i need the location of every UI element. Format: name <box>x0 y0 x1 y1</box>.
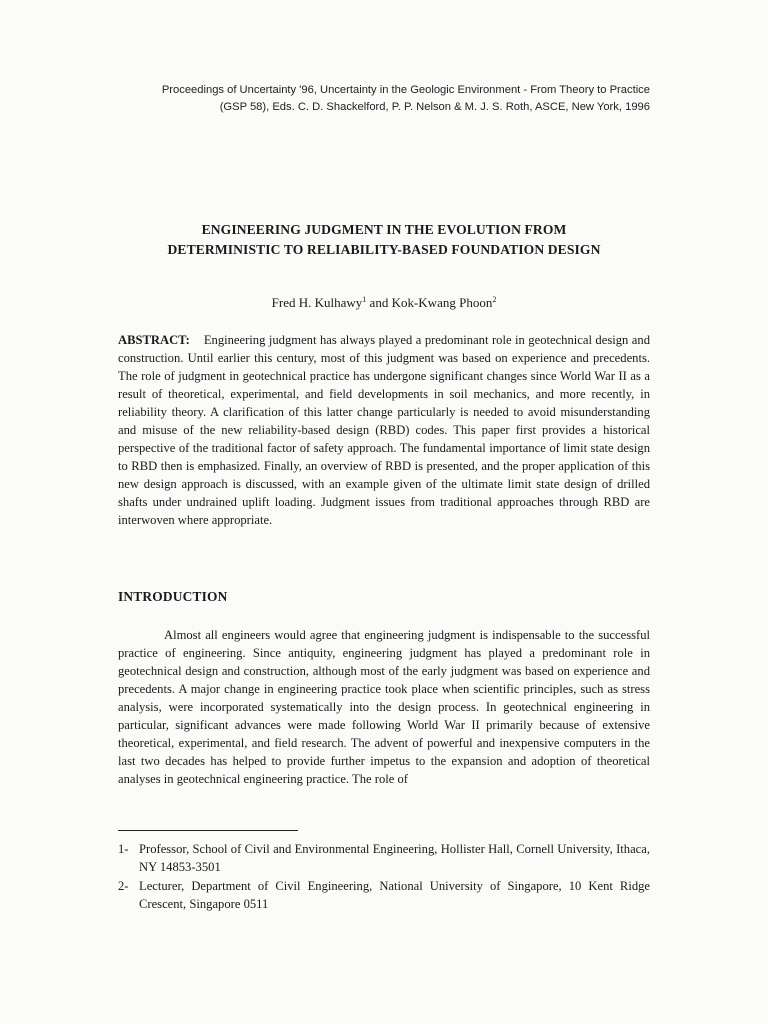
footnote-2 <box>118 877 650 913</box>
paper-title <box>118 220 650 260</box>
title-line-2: DETERMINISTIC TO RELIABILITY-BASED FOUNDATION DESIGN <box>167 242 601 257</box>
footnotes <box>118 840 650 914</box>
abstract-label: ABSTRACT: <box>118 333 190 347</box>
proceedings-line-2: (GSP 58), Eds. C. D. Shackelford, P. P. Nelson & M. J. S. Roth, ASCE, New York, 1996 <box>219 101 650 113</box>
abstract-text: Engineering judgment has always played a predominant role in geotechnical design and construction. Until earlier this century, most of this judgment was based on experience and precedents. The role of judgment in geotechnical practice has undergone significant changes since World War II as a result of theoretical, experimental, and field developments in soil mechanics, and more recently, in reliability theory. A clarification of this latter change particularly is needed to avoid misunderstanding and misuse of the new reliability-based design (RBD) codes. This paper first provides a historical perspective of the traditional factor of safety approach. The fundamental importance of limit state design to RBD then is emphasized. Finally, an overview of RBD is presented, and the proper application of this new design approach is discussed, with an example given of the ultimate limit state design of drilled shafts under undrained uplift loading. Judgment issues from traditional approaches through RBD are interwoven where appropriate. <box>118 333 650 527</box>
footnote-1 <box>118 840 650 876</box>
footnote-1-mark: 1- <box>118 842 129 856</box>
introduction-paragraph: Almost all engineers would agree that engineering judgment is indispensable to the successful practice of engineering. Since antiquity, engineering judgment has played a predominant role in geotechnical design and construction, although most of the early judgment was based on experience and precedents. A major change in engineering practice took place when scientific principles, such as stress analysis, were incorporated systematically into the design process. In geotechnical engineering in particular, significant advances were made following World War II primarily because of extensive theoretical, experimental, and field research. The advent of powerful and inexpensive computers in the last two decades has helped to provide further impetus to the expansion and adoption of theoretical analyses in geotechnical engineering practice. The role of <box>118 628 650 786</box>
author-line <box>118 294 650 312</box>
footnote-2-mark: 2- <box>118 879 129 893</box>
author-1-footnote-mark: 1 <box>362 295 367 304</box>
author-2-name: Kok-Kwang Phoon <box>391 295 493 310</box>
footnote-divider <box>118 830 298 831</box>
proceedings-header <box>120 82 650 116</box>
footnote-1-text: Professor, School of Civil and Environmental Engineering, Hollister Hall, Cornell University, Ithaca, NY 14853-3501 <box>139 842 650 874</box>
section-heading-introduction: INTRODUCTION <box>118 589 228 604</box>
title-line-1: ENGINEERING JUDGMENT IN THE EVOLUTION FROM <box>201 222 567 237</box>
author-1-name: Fred H. Kulhawy <box>271 295 363 310</box>
author-2-footnote-mark: 2 <box>492 295 497 304</box>
footnote-2-text: Lecturer, Department of Civil Engineering, National University of Singapore, 10 Kent Ridge Crescent, Singapore 0511 <box>139 879 650 911</box>
abstract <box>118 331 650 529</box>
proceedings-line-1: Proceedings of Uncertainty '96, Uncertainty in the Geologic Environment - From Theory to Practice <box>161 84 650 96</box>
author-conjunction: and <box>366 295 392 310</box>
